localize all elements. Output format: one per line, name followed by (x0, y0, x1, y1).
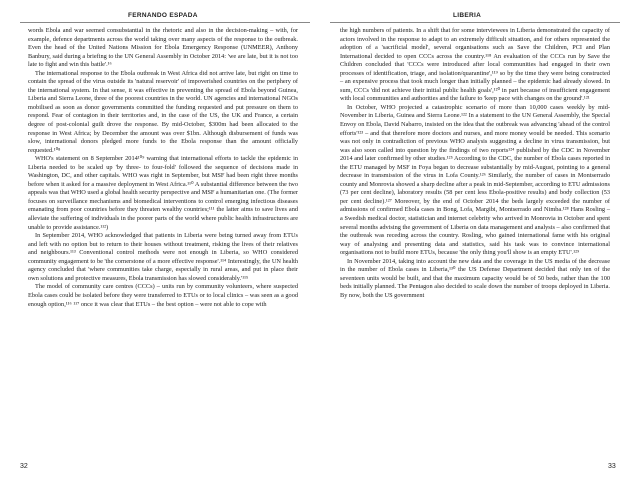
body-paragraph: In October, WHO projected a catastrophic scenario of more than 10,000 cases weekly by mid-November in Liberia, Guinea and Sierra Leone.¹²² In a statement to the UN General Assembly, the Special Envoy on Ebola, David Nabarro, insisted on the idea that the outbreak was advancing 'ahead of the control efforts'¹²³ – and that therefore more doctors and nurses, and more money would be needed. This scenario was not only in contradiction of previous WHO analysis suggesting a decline in virus transmission, but was also soon called into question by the findings of two reports¹²⁴ published by the CDC in November 2014 and later confirmed by other studies.¹²⁵ According to the CDC, the number of Ebola cases reported in the ETU managed by MSF in Foya began to decrease substantially by mid-August, pointing to a general decrease in transmission of the virus in Lofa County.¹²⁶ Similarly, the number of cases in Montserrado county and Monrovia showed a sharp decline after a peak in mid-September, according to ETU admissions (73 per cent decline), laboratory results (58 per cent less Ebola-positive results) and body collection (53 per cent decline).¹²⁷ Moreover, by the end of October 2014 the beds largely exceeded the number of admissions of confirmed Ebola cases in Bong, Lofa, Margibi, Montserrado and Nimba.¹²⁸ Hans Rosling – a Swedish medical doctor, statistician and internet celebrity who arrived in Monrovia in October and spent several months advising the government of Liberia on data management and analysis – also confirmed that the outbreak was receding across the country. Rosling, who gained international fame with his original way of analysing and presenting data and statistics, said his task was to convince international organisations not to build more ETUs, because 'the only thing you'll show is an empty ETU'.¹²⁹ (340, 103, 610, 257)
running-header-left: FERNANDO ESPADA (128, 12, 198, 19)
header-rule-right (330, 22, 620, 23)
body-paragraph: WHO's statement on 8 September 2014¹⁰⁹ warning that international efforts to tackle the epidemic in Liberia needed to be scaled up 'by three- to four-fold' followed the sequence of decisions made in Washington, DC, and other capitals. WHO was right in September, but MSF had been right three months before when it asked for a massive deployment in West Africa.¹¹⁰ A substantial difference between the two appeals was that WHO used a global health security perspective and MSF a humanitarian one. (The former focuses on surveillance mechanisms and biomedical interventions to control emerging infectious diseases emanating from poor countries before they threaten wealthy countries;¹¹¹ the latter aims to save lives and alleviate the suffering of individuals in the poorer parts of the world where public health infrastructures are unable to provide assistance.¹¹²) (28, 155, 298, 231)
right-page-body (340, 27, 610, 301)
body-paragraph: words Ebola and war seemed consubstantial in the rhetoric and also in the decision-making – with, for example, defence departments across the world taking over many aspects of the response to the outbreak. Even the head of the United Nations Mission for Ebola Emergency Response (UNMEER), Anthony Banbury, said during a briefing to the UN General Assembly in October 2014: 'we are late, but it is not too late to fight and win this battle'.¹⁶ (28, 27, 298, 69)
page-number-right: 33 (608, 463, 616, 470)
body-paragraph: In September 2014, WHO acknowledged that patients in Liberia were being turned away from ETUs and left with no option but to return to their houses without treatment, risking the lives of their relatives and neighbours.¹¹³ Conventional control methods were not enough in Liberia, so WHO considered community engagement to be 'the cornerstone of a more effective response'.¹¹⁴ Interestingly, the UN health agency concluded that 'where communities take charge, especially in rural areas, and put in place their own solutions and protective measures, Ebola transmission has slowed considerably.'¹¹⁵ (28, 232, 298, 282)
left-page-body (28, 27, 298, 309)
body-paragraph: The model of community care centres (CCCs) – units run by community volunteers, where suspected Ebola cases could be isolated before they were transferred to ETUs or to local clinics – was seen as a good enough option,¹¹⁶ ¹¹⁷ once it was clear that ETUs – the best option – were not able to cope with (28, 283, 298, 308)
header-rule-left (20, 22, 310, 23)
running-header-right: LIBERIA (453, 12, 482, 19)
body-paragraph: In November 2014, taking into account the new data and the coverage in the US media of the decrease in the number of Ebola cases in Liberia,¹³⁰ the US Defense Department decided that only ten of the seventeen units would be built, and that the maximum capacity would be of 50 beds, rather than the 100 beds initially planned. The Pentagon also decided to scale down the number of troops deployed in Liberia. By now, both the US government (340, 257, 610, 299)
body-paragraph: The international response to the Ebola outbreak in West Africa did not arrive late, but right on time to contain the spread of the virus outside its 'natural reservoir' of impoverished countries on the periphery of the international system. In that sense, it was effective in preventing the spread of Ebola beyond Guinea, Liberia and Sierra Leone, three of the poorest countries in the world. UN agencies and international NGOs mobilised as soon as donor governments committed the funding requested and put pressure on them to respond. Fear of contagion in their territories and, in the case of the US, the UK and France, a certain degree of post-colonial guilt drove the response. By mid-October, $300m had been allocated to the response in West Africa; by December the amount was over $1bn. Although disbursement of funds was slow, international donors pledged more funds to the Ebola response than the amount officially requested.¹⁰⁸ (28, 69, 298, 154)
body-paragraph: the high numbers of patients. In a shift that for some interviewees in Liberia demonstrated the capacity of actors involved in the response to adapt to an extremely difficult situation, and for others represented the adoption of a 'sacrificial model', several organisations such as Save the Children, PCI and Plan International decided to open CCCs across the country.¹¹⁸ An evaluation of the CCCs run by Save the Children concluded that 'CCCs were introduced after local communities had engaged in their own processes of identification, triage, and isolation/quarantine',¹¹⁹ so by the time they were being constructed – an expensive process that took much longer than initially planned – the epidemic had already slowed. In sum, CCCs 'did not achieve their initial public health goals',¹²⁰ in part because of insufficient engagement with local communities and authorities and the failure to 'keep pace with changes on the ground'.¹²¹ (340, 27, 610, 103)
page-number-left: 32 (20, 463, 28, 470)
